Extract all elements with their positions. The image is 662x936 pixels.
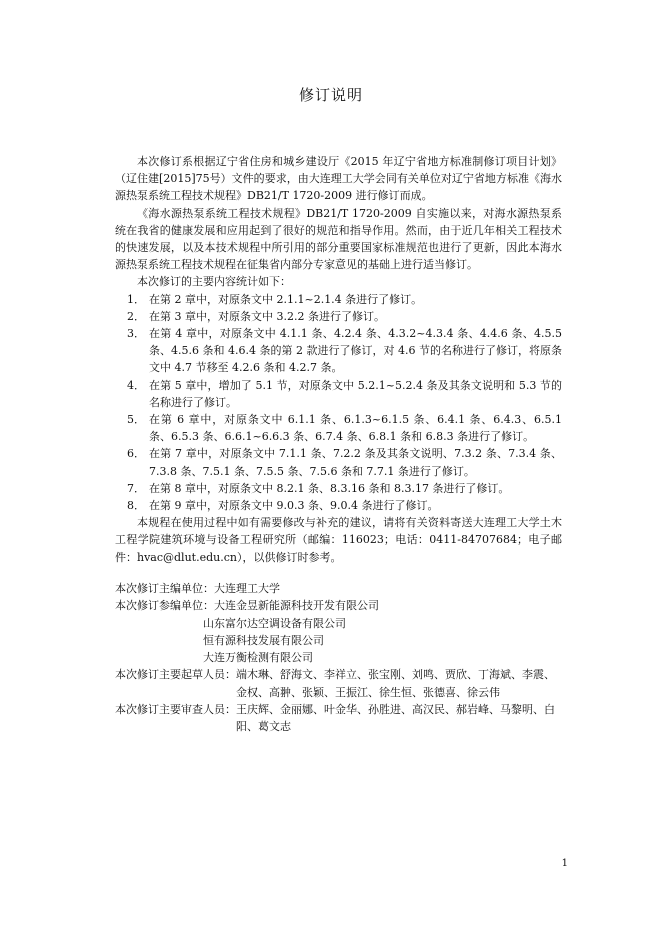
participant-unit: 恒有源科技发展有限公司 bbox=[203, 633, 324, 647]
list-item-number: 2． bbox=[127, 309, 145, 323]
list-item-text: 在第 3 章中，对原条文中 3.2.2 条进行了修订。 bbox=[149, 309, 385, 323]
list-item-text: 在第 6 章中，对原条文中 6.1.1 条、6.1.3~6.1.5 条、6.4.1 条、6.4.3、6.5.1 条、6.5.3 条、6.6.1~6.6.3 条、6.7.4 条、6.8.1 条和 6.8.3 条进行了修订。 bbox=[149, 413, 562, 444]
page-number: 1 bbox=[561, 858, 568, 869]
list-item bbox=[115, 377, 562, 411]
chief-unit-value: 大连理工大学 bbox=[214, 582, 280, 595]
list-item-text: 在第 8 章中，对原条文中 8.2.1 条、8.3.16 条和 8.3.17 条进行了修订。 bbox=[149, 481, 510, 495]
list-item bbox=[115, 308, 562, 325]
reviewers-row bbox=[115, 701, 562, 736]
list-item-text: 在第 9 章中，对原条文中 9.0.3 条、9.0.4 条进行了修订。 bbox=[149, 499, 439, 513]
participant-unit: 大连万衡检测有限公司 bbox=[203, 651, 313, 665]
chief-unit-row bbox=[115, 580, 562, 597]
list-item-number: 8． bbox=[127, 499, 145, 513]
drafters-label: 本次修订主要起草人员： bbox=[115, 668, 236, 682]
revision-item-list bbox=[115, 291, 562, 515]
list-item bbox=[115, 445, 562, 479]
background-paragraph: 《海水源热泵系统工程技术规程》DB21/T 1720-2009 自实施以来，对海水源热泵系统在我省的健康发展和应用起到了很好的规范和指导作用。然而，由于近几年相关工程技术的快速发展，以及本技术规程中所引用的部分重要国家标准规范也进行了更新，因此本海水源热泵系统工程技术规程在征集省内部分专家意见的基础上进行适当修订。 bbox=[115, 206, 562, 272]
list-item-text: 在第 5 章中，增加了 5.1 节，对原条文中 5.2.1~5.2.4 条及其条文说明和 5.3 节的名称进行了修订。 bbox=[149, 378, 562, 409]
list-item-text: 在第 4 章中，对原条文中 4.1.1 条、4.2.4 条、4.3.2~4.3.4 条、4.4.6 条、4.5.5 条、4.5.6 条和 4.6.4 条的第 2 款进行了修订，对 4.6 节的名称进行了修订，将原条文中 4.7 节移至 4.2.6 条和 4.2.7 条。 bbox=[149, 327, 562, 375]
list-item-text: 在第 7 章中，对原条文中 7.1.1 条、7.2.2 条及其条文说明、7.3.2 条、7.3.4 条、7.3.8 条、7.5.1 条、7.5.5 条、7.5.6 条和 7.7.1 条进行了修订。 bbox=[149, 447, 562, 478]
feedback-paragraph: 本规程在使用过程中如有需要修改与补充的建议，请将有关资料寄送大连理工大学土木工程学院建筑环境与设备工程研究所（邮编：116023；电话：0411-84707684；电子邮件：hvac@dlut.edu.cn），以供修订时参考。 bbox=[115, 516, 562, 564]
revision-body bbox=[115, 153, 562, 566]
chief-unit-label: 本次修订主编单位： bbox=[115, 582, 214, 595]
drafters-row bbox=[115, 666, 562, 701]
reviewers-label: 本次修订主要审查人员： bbox=[115, 703, 236, 717]
participant-units-row bbox=[115, 597, 562, 614]
list-item bbox=[115, 411, 562, 445]
reviewers-value: 王庆辉、金丽娜、叶金华、孙胜进、高汉民、郝岩峰、马黎明、白阳、葛文志 bbox=[236, 703, 555, 734]
list-item bbox=[115, 291, 562, 308]
credits-section bbox=[115, 580, 562, 736]
drafters-value: 端木琳、舒海文、李祥立、张宝刚、刘鸣、贾欣、丁海斌、李震、金权、高翀、张颖、王振江、徐生恒、张德喜、徐云伟 bbox=[236, 668, 555, 699]
list-item-number: 7． bbox=[127, 481, 145, 495]
participant-unit: 大连金昱新能源科技开发有限公司 bbox=[214, 599, 379, 613]
page-title: 修订说明 bbox=[298, 86, 363, 104]
list-item-number: 5． bbox=[127, 413, 145, 427]
list-item bbox=[115, 480, 562, 497]
intro-paragraph: 本次修订系根据辽宁省住房和城乡建设厅《2015 年辽宁省地方标准制修订项目计划》（辽住建[2015]75号）文件的要求，由大连理工大学会同有关单位对辽宁省地方标准《海水源热泵系统工程技术规程》DB21/T 1720-2009 进行修订而成。 bbox=[115, 155, 562, 203]
list-item-number: 4． bbox=[127, 378, 145, 392]
list-item-number: 3． bbox=[127, 327, 145, 341]
list-item-text: 在第 2 章中，对原条文中 2.1.1~2.1.4 条进行了修订。 bbox=[149, 292, 423, 306]
summary-lead-paragraph: 本次修订的主要内容统计如下： bbox=[137, 275, 291, 289]
list-item-number: 1． bbox=[127, 292, 145, 306]
participant-units-label: 本次修订参编单位： bbox=[115, 599, 214, 613]
list-item-number: 6． bbox=[127, 447, 145, 461]
list-item bbox=[115, 325, 562, 377]
participant-unit: 山东富尔达空调设备有限公司 bbox=[203, 616, 346, 630]
list-item bbox=[115, 497, 562, 514]
